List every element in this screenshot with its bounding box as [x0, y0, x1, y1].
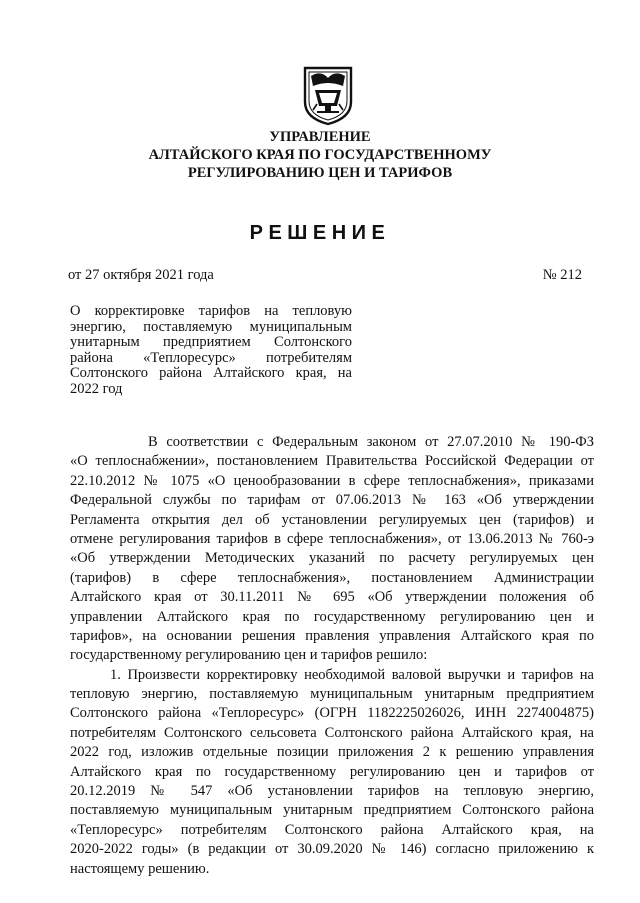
body-line: Солтонского района «Теплоресурс» (ОГРН 1182225026026, ИНН 2274004875): [70, 705, 594, 722]
body-line: Алтайского края от 30.11.2011 № 695 «Об утверждении положения об: [70, 589, 594, 606]
body-line: Федеральной службы по тарифам от 07.06.2013 № 163 «Об утверждении: [70, 492, 594, 509]
org-name-line-1: УПРАВЛЕНИЕ: [269, 129, 371, 145]
body-line: потребителям Солтонского сельсовета Солтонского района Алтайского края, на: [70, 724, 594, 741]
body-line: тепловую энергию, поставляемую муниципальным унитарным предприятием: [70, 686, 594, 703]
body-line: Регламента открытия дел об установлении регулируемых цен (тарифов) и: [70, 511, 594, 528]
body-line: отмене регулирования тарифов в сфере теплоснабжения», от 13.06.2013 № 760-э: [70, 530, 594, 547]
body-line: «О теплоснабжении», постановлением Правительства Российской Федерации от: [70, 453, 594, 470]
body-line: 22.10.2012 № 1075 «О ценообразовании в сфере теплоснабжения», приказами: [70, 472, 594, 489]
body-line: Алтайского края по государственному регулированию цен и тарифов от: [70, 763, 594, 780]
body-line: тарифов», на основании решения правления управления Алтайского края по: [70, 627, 594, 644]
body-line: государственному регулированию цен и тарифов решило:: [70, 647, 428, 664]
subject-line: Солтонского района Алтайского края, на: [70, 365, 352, 382]
body-line: (тарифов) в сфере теплоснабжения», постановлением Администрации: [70, 569, 594, 586]
coat-of-arms-emblem: [301, 66, 355, 126]
document-date: от 27 октября 2021 года: [68, 267, 214, 283]
subject-line: 2022 год: [70, 380, 123, 397]
body-line: 2022 год, изложив отдельные позиции приложения 2 к решению управления: [70, 744, 594, 761]
document-title: РЕШЕНИЕ: [249, 222, 391, 244]
subject-line: района «Теплоресурс» потребителям: [70, 349, 352, 366]
body-line: поставляемую муниципальным унитарным предприятием Солтонского района: [70, 802, 594, 819]
org-name-line-2: АЛТАЙСКОГО КРАЯ ПО ГОСУДАРСТВЕННОМУ: [148, 147, 492, 163]
subject-line: О корректировке тарифов на тепловую: [70, 303, 352, 319]
document-subject: [70, 304, 352, 398]
subject-line: энергию, поставляемую муниципальным: [70, 318, 352, 335]
body-line: «Об утверждении Методических указаний по расчету регулируемых цен: [70, 550, 594, 567]
body-line: «Теплоресурс» потребителям Солтонского района Алтайского края, на: [70, 821, 594, 838]
body-line: 20.12.2019 № 547 «Об установлении тарифов на тепловую энергию,: [70, 783, 594, 800]
body-line: настоящему решению.: [70, 860, 210, 877]
body-line: управлении Алтайского края по государственному регулированию цен и: [70, 608, 594, 625]
body-line: 2020-2022 годы» (в редакции от 30.09.2020 № 146) согласно приложению к: [70, 841, 594, 858]
subject-line: унитарным предприятием Солтонского: [70, 334, 352, 351]
body-line: В соответствии с Федеральным законом от 27.07.2010 № 190-ФЗ: [148, 434, 594, 450]
document-number: № 212: [542, 267, 582, 283]
org-name-line-3: РЕГУЛИРОВАНИЮ ЦЕН И ТАРИФОВ: [187, 165, 453, 181]
body-line: 1. Произвести корректировку необходимой валовой выручки и тарифов на: [110, 666, 594, 683]
document-body: [70, 433, 594, 879]
